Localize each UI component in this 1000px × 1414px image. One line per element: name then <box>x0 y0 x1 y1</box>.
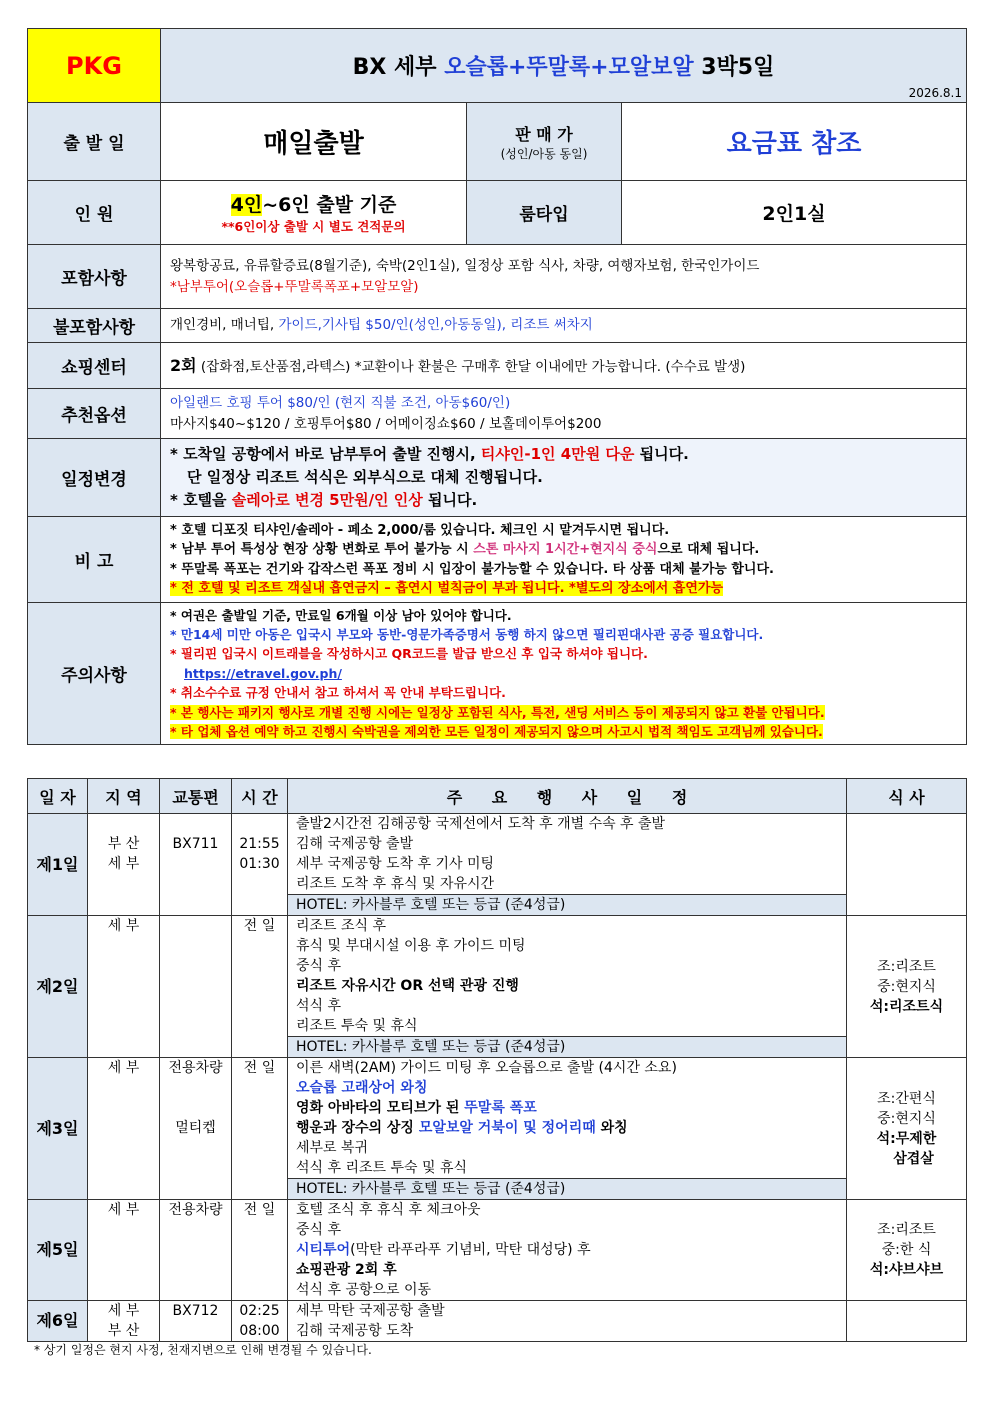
title-cell <box>161 29 967 103</box>
transport: BX712 <box>160 1301 232 1342</box>
people-note: **6인이상 출발 시 별도 견적문의 <box>221 219 406 234</box>
pkg-badge: PKG <box>28 29 161 103</box>
change-cell <box>161 439 967 517</box>
footnote: * 상기 일정은 현지 사정, 천재지변으로 인해 변경될 수 있습니다. <box>34 1343 372 1357</box>
remark-line: * 남부 투어 특성상 현장 상황 변화로 투어 불가능 시 스톤 마사지 1시간+현지식 중식으로 대체 됩니다. <box>170 542 760 557</box>
transport: 전용차량 <box>160 1200 232 1301</box>
people-cell <box>161 181 467 245</box>
itinerary: 출발2시간전 김해공항 국제선에서 도착 후 개별 수속 후 출발 김해 국제공항 출발 세부 국제공항 도착 후 기사 미팅 리조트 도착 후 휴식 및 자유시간 <box>288 814 847 895</box>
caution-line: * 필리핀 입국시 이트래블을 작성하시고 QR코드를 발급 받으신 후 입국 하셔야 됩니다. <box>170 646 648 662</box>
day-label: 제1일 <box>28 814 88 916</box>
day-label: 제6일 <box>28 1301 88 1342</box>
remark-line: * 전 호텔 및 리조트 객실내 흡연금지 – 흡연시 벌칙금이 부과 됩니다. *별도의 장소에서 흡연가능 <box>170 581 724 596</box>
time: 전 일 <box>232 1200 288 1301</box>
hotel-row: HOTEL: 카사블루 호텔 또는 등급 (준4성급) <box>288 1179 847 1200</box>
day-label: 제2일 <box>28 916 88 1058</box>
price-label-cell <box>467 103 622 181</box>
change-line: * 도착일 공항에서 바로 남부투어 출발 진행시, 티샤인-1인 4만원 다운 됩니다. <box>170 444 689 463</box>
col-time: 시 간 <box>232 779 288 814</box>
itinerary: 호텔 조식 후 휴식 후 체크아웃 중식 후 시티투어(막탄 라푸라푸 기념비, 막탄 대성당) 후 쇼핑관광 2회 후 석식 후 공항으로 이동 <box>288 1200 847 1301</box>
caution-line: * 만14세 미만 아동은 입국시 부모와 동반-영문가족증명서 동행 하지 않으면 필리핀대사관 공증 필요합니다. <box>170 627 764 643</box>
schedule-table <box>27 778 967 1342</box>
transport <box>160 916 232 1058</box>
shopping-cell: 2회 (잡화점,토산품점,라텍스) *교환이나 환불은 구매후 한달 이내에만 가능합니다. (수수료 발생) <box>161 343 967 389</box>
col-transport: 교통편 <box>160 779 232 814</box>
transport: 전용차량 멀티켑 <box>160 1058 232 1200</box>
remark-label: 비 고 <box>28 517 161 603</box>
day-label: 제3일 <box>28 1058 88 1200</box>
departure-value: 매일출발 <box>161 103 467 181</box>
col-region: 지 역 <box>88 779 160 814</box>
col-date: 일 자 <box>28 779 88 814</box>
price-sub: (성인/아동 동일) <box>500 146 588 161</box>
region: 부 산 세 부 <box>88 814 160 916</box>
itinerary: 이른 새벽(2AM) 가이드 미팅 후 오슬롭으로 출발 (4시간 소요) 오슬롭 고래상어 와칭 영화 아바타의 모티브가 된 뚜말록 폭포 행운과 장수의 상징 모알보알 거북이 및 정어리때 와칭 세부로 복귀 석식 후 리조트 투숙 및 휴식 <box>288 1058 847 1179</box>
day-label: 제5일 <box>28 1200 88 1301</box>
remark-cell <box>161 517 967 603</box>
time: 전 일 <box>232 916 288 1058</box>
time: 02:25 08:00 <box>232 1301 288 1342</box>
region: 세 부 <box>88 916 160 1058</box>
remark-line: * 뚜말록 폭포는 건기와 갑작스런 폭포 정비 시 입장이 불가능할 수 있습니다. 타 상품 대체 불가능 합니다. <box>170 561 774 577</box>
include-line-tour: *남부투어(오슬롭+뚜말록폭포+모알모알) <box>170 278 419 295</box>
change-line: * 호텔을 솔레아로 변경 5만원/인 인상 됩니다. <box>170 491 478 510</box>
itinerary: 세부 막탄 국제공항 출발 김해 국제공항 도착 <box>288 1301 847 1342</box>
meal: 조:리조트 중:한 식 석:샤브샤브 <box>847 1200 967 1301</box>
col-itinerary: 주 요 행 사 일 정 <box>288 779 847 814</box>
col-meal: 식 사 <box>847 779 967 814</box>
room-value: 2인1실 <box>622 181 967 245</box>
transport: BX711 <box>160 814 232 916</box>
change-line: 단 일정상 리조트 석식은 외부식으로 대체 진행됩니다. <box>187 467 543 486</box>
hotel-row: HOTEL: 카사블루 호텔 또는 등급 (준4성급) <box>288 895 847 916</box>
region: 세 부 부 산 <box>88 1301 160 1342</box>
option-label: 추천옵션 <box>28 389 161 439</box>
time: 전 일 <box>232 1058 288 1200</box>
meal: 조:간편식 중:현지식 석:무제한 삼겹살 <box>847 1058 967 1200</box>
price-value: 요금표 참조 <box>622 103 967 181</box>
exclude-label: 불포함사항 <box>28 309 161 343</box>
meal <box>847 814 967 916</box>
option-cell <box>161 389 967 439</box>
option-line: 마사지$40~$120 / 호핑투어$80 / 어메이징쇼$60 / 보홀데이투어$200 <box>170 415 602 432</box>
issue-date: 2026.8.1 <box>908 86 962 100</box>
include-label: 포함사항 <box>28 245 161 309</box>
include-cell <box>161 245 967 309</box>
people-rest: ~6인 출발 기준 <box>262 194 397 216</box>
page-title: BX 세부 오슬롭+뚜말록+모알보알 3박5일 <box>352 55 775 80</box>
region: 세 부 <box>88 1200 160 1301</box>
etravel-link[interactable]: https://etravel.gov.ph/ <box>184 665 342 681</box>
remark-line: * 호텔 디포짓 티샤인/솔레아 - 페소 2,000/룸 있습니다. 체크인 시 맡겨두시면 됩니다. <box>170 522 670 538</box>
change-label: 일정변경 <box>28 439 161 517</box>
people-min: 4인 <box>230 194 263 216</box>
include-line: 왕복항공료, 유류할증료(8월기준), 숙박(2인1실), 일정상 포함 식사, 차량, 여행자보험, 한국인가이드 <box>170 258 760 275</box>
itinerary: 리조트 조식 후 휴식 및 부대시설 이용 후 가이드 미팅 중식 후 리조트 자유시간 OR 선택 관광 진행 석식 후 리조트 투숙 및 휴식 <box>288 916 847 1037</box>
caution-line: * 타 업체 옵션 예약 하고 진행시 숙박권을 제외한 모든 일정이 제공되지 않으며 사고시 법적 책임도 고객님께 있습니다. <box>170 723 823 739</box>
caution-line: * 여권은 출발일 기준, 만료일 6개월 이상 남아 있어야 합니다. <box>170 607 512 623</box>
meal: 조:리조트 중:현지식 석:리조트식 <box>847 916 967 1058</box>
caution-label: 주의사항 <box>28 603 161 745</box>
shopping-label: 쇼핑센터 <box>28 343 161 389</box>
people-label: 인 원 <box>28 181 161 245</box>
caution-line: * 본 행사는 패키지 행사로 개별 진행 시에는 일정상 포함된 식사, 특전, 샌딩 서비스 등이 제공되지 않고 환불 안됩니다. <box>170 704 825 720</box>
caution-line: * 취소수수료 규정 안내서 참고 하셔서 꼭 안내 부탁드립니다. <box>170 685 506 701</box>
room-label: 룸타입 <box>467 181 622 245</box>
departure-label: 출 발 일 <box>28 103 161 181</box>
hotel-row: HOTEL: 카사블루 호텔 또는 등급 (준4성급) <box>288 1037 847 1058</box>
exclude-cell: 개인경비, 매너팁, 가이드,기사팁 $50/인(성인,아동동일), 리조트 써차지 <box>161 309 967 343</box>
caution-cell <box>161 603 967 745</box>
price-label: 판 매 가 <box>515 124 573 144</box>
meal <box>847 1301 967 1342</box>
time: 21:55 01:30 <box>232 814 288 916</box>
option-line: 아일랜드 호핑 투어 $80/인 (현지 직불 조건, 아동$60/인) <box>170 395 511 412</box>
region: 세 부 <box>88 1058 160 1200</box>
info-table <box>27 28 967 745</box>
